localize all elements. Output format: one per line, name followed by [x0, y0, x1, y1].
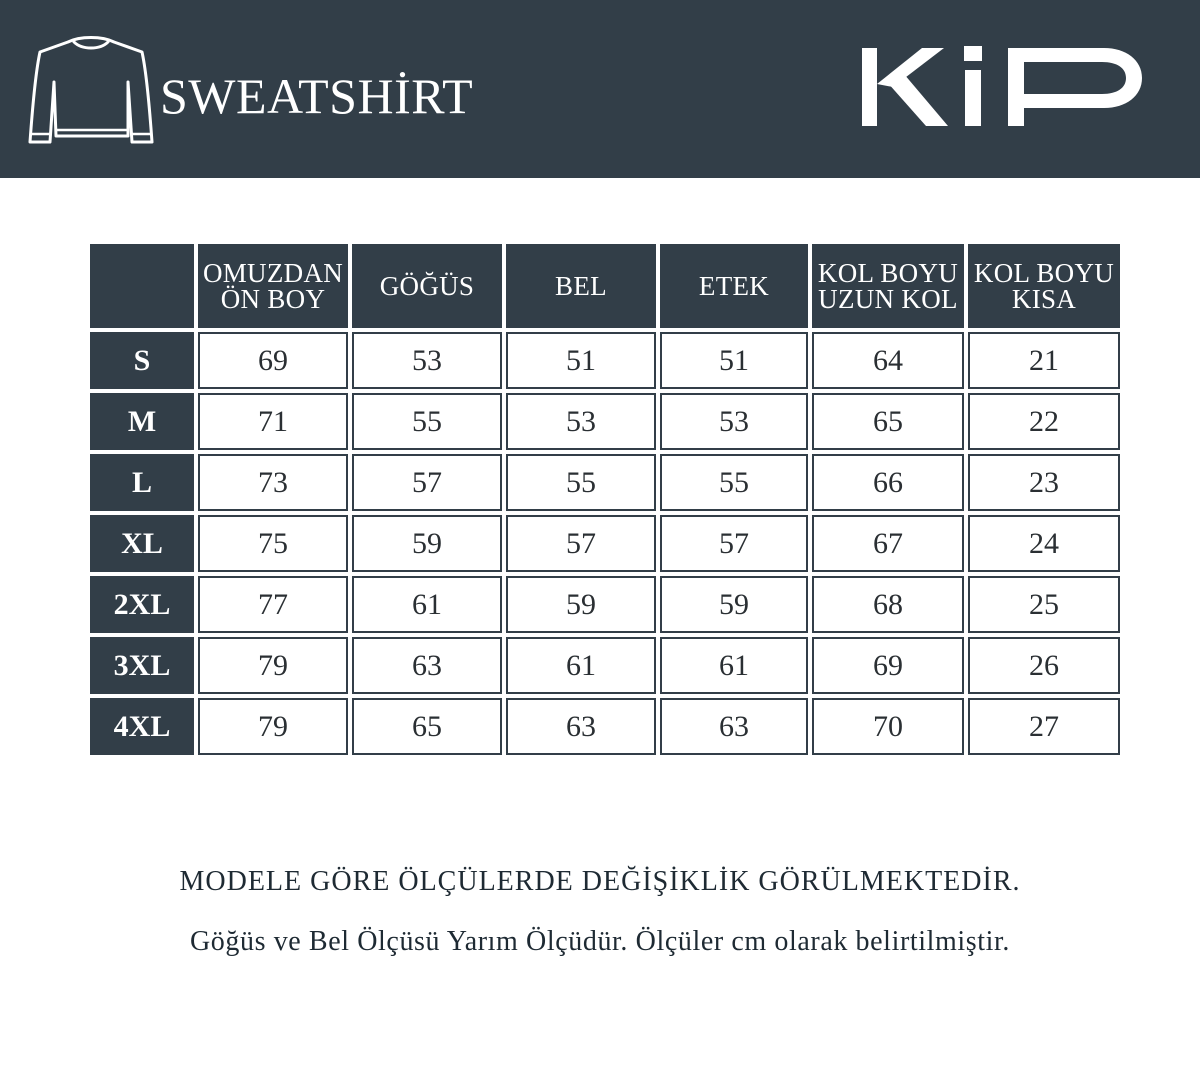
column-header: ETEK	[660, 244, 808, 328]
note-measurement-variation: MODELE GÖRE ÖLÇÜLERDE DEĞİŞİKLİK GÖRÜLMEKTEDİR.	[179, 866, 1021, 897]
column-header: GÖĞÜS	[352, 244, 502, 328]
measurement-cell: 73	[198, 454, 348, 511]
table-row	[90, 393, 1120, 450]
table-row	[90, 576, 1120, 633]
measurement-cell: 70	[812, 698, 964, 755]
column-header: OMUZDAN ÖN BOY	[198, 244, 348, 328]
measurement-cell: 25	[968, 576, 1120, 633]
size-chart-table	[86, 240, 1124, 759]
measurement-cell: 66	[812, 454, 964, 511]
size-label: S	[90, 332, 194, 389]
measurement-cell: 63	[506, 698, 656, 755]
measurement-cell: 79	[198, 698, 348, 755]
brand-logo	[860, 44, 1145, 130]
measurement-cell: 63	[660, 698, 808, 755]
measurement-cell: 68	[812, 576, 964, 633]
measurement-cell: 23	[968, 454, 1120, 511]
measurement-cell: 59	[506, 576, 656, 633]
measurement-cell: 55	[506, 454, 656, 511]
size-label: 4XL	[90, 698, 194, 755]
measurement-cell: 65	[352, 698, 502, 755]
measurement-cell: 69	[198, 332, 348, 389]
size-label: XL	[90, 515, 194, 572]
measurement-cell: 65	[812, 393, 964, 450]
measurement-cell: 27	[968, 698, 1120, 755]
size-label: L	[90, 454, 194, 511]
column-header: KOL BOYU KISA	[968, 244, 1120, 328]
product-title: SWEATSHİRT	[160, 68, 474, 124]
measurement-cell: 69	[812, 637, 964, 694]
measurement-cell: 51	[660, 332, 808, 389]
measurement-cell: 57	[660, 515, 808, 572]
sweatshirt-icon	[28, 30, 154, 148]
measurement-cell: 53	[660, 393, 808, 450]
measurement-cell: 64	[812, 332, 964, 389]
measurement-cell: 63	[352, 637, 502, 694]
table-row	[90, 332, 1120, 389]
note-measurement-units: Göğüs ve Bel Ölçüsü Yarım Ölçüdür. Ölçüler cm olarak belirtilmiştir.	[189, 926, 1010, 957]
size-label: M	[90, 393, 194, 450]
measurement-cell: 71	[198, 393, 348, 450]
table-header-row	[90, 244, 1120, 328]
measurement-cell: 57	[506, 515, 656, 572]
measurement-cell: 79	[198, 637, 348, 694]
measurement-cell: 77	[198, 576, 348, 633]
column-header: KOL BOYU UZUN KOL	[812, 244, 964, 328]
measurement-cell: 59	[352, 515, 502, 572]
size-label: 3XL	[90, 637, 194, 694]
measurement-cell: 61	[352, 576, 502, 633]
measurement-cell: 61	[660, 637, 808, 694]
measurement-cell: 22	[968, 393, 1120, 450]
column-header: BEL	[506, 244, 656, 328]
measurement-cell: 57	[352, 454, 502, 511]
table-row	[90, 637, 1120, 694]
measurement-cell: 24	[968, 515, 1120, 572]
measurement-cell: 26	[968, 637, 1120, 694]
size-label: 2XL	[90, 576, 194, 633]
table-row	[90, 454, 1120, 511]
header-banner	[0, 0, 1200, 178]
measurement-cell: 21	[968, 332, 1120, 389]
measurement-cell: 55	[660, 454, 808, 511]
measurement-cell: 55	[352, 393, 502, 450]
measurement-cell: 67	[812, 515, 964, 572]
table-row	[90, 515, 1120, 572]
measurement-cell: 75	[198, 515, 348, 572]
measurement-cell: 61	[506, 637, 656, 694]
table-corner	[90, 244, 194, 328]
measurement-cell: 53	[352, 332, 502, 389]
measurement-cell: 53	[506, 393, 656, 450]
measurement-cell: 51	[506, 332, 656, 389]
table-row	[90, 698, 1120, 755]
measurement-cell: 59	[660, 576, 808, 633]
